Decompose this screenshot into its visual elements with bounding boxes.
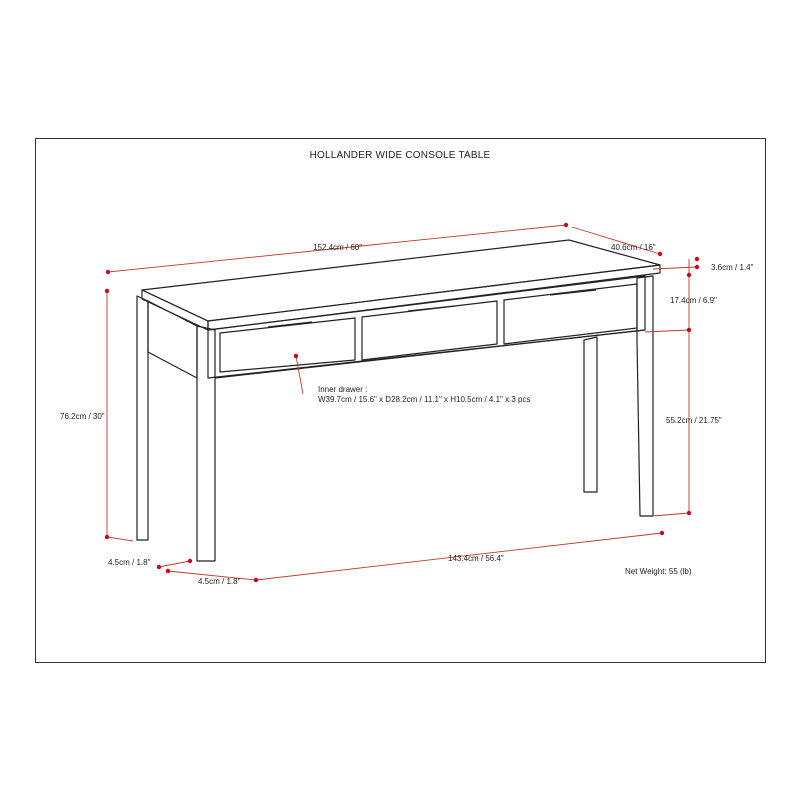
label-inner-drawer-size: W39.7cm / 15.6" x D28.2cm / 11.1" x H10.5cm / 4.1" x 3 pcs	[318, 395, 531, 404]
leg-back-right	[584, 337, 597, 492]
diagram-title: HOLLANDER WIDE CONSOLE TABLE	[309, 150, 491, 161]
label-leg-width-side: 4.5cm / 1.8"	[198, 577, 241, 586]
net-weight: Net Weight: 55 (lb)	[625, 567, 692, 576]
dim-height-ext	[107, 537, 133, 541]
drawer-middle	[362, 301, 497, 360]
drawer-leader-line	[296, 356, 303, 394]
tabletop-surface	[142, 240, 660, 321]
handle-right	[550, 290, 596, 295]
dim-leg-front-line	[159, 561, 190, 567]
label-leg-span: 143.4cm / 56.4"	[448, 554, 504, 563]
handle-middle	[408, 306, 455, 311]
label-width: 152.4cm / 60"	[313, 243, 363, 252]
label-leg-width-front: 4.5cm / 1.8"	[108, 558, 151, 567]
leg-front-left	[197, 326, 215, 561]
label-top-thickness: 3.6cm / 1.4"	[711, 263, 754, 272]
handle-left	[268, 322, 312, 327]
label-apron-height: 17.4cm / 6.9"	[670, 296, 717, 305]
label-total-height: 76.2cm / 30"	[60, 412, 105, 421]
label-inner-drawer: Inner drawer :	[318, 385, 368, 394]
label-depth: 40.6cm / 16"	[611, 243, 656, 252]
dim-clearance-ext	[653, 513, 689, 516]
dim-apron-ext	[645, 330, 689, 332]
lower-rail	[215, 330, 645, 378]
label-leg-clearance: 55.2cm / 21.75"	[666, 416, 722, 425]
tabletop-side-edge	[142, 290, 208, 330]
leg-back-left	[137, 296, 148, 540]
